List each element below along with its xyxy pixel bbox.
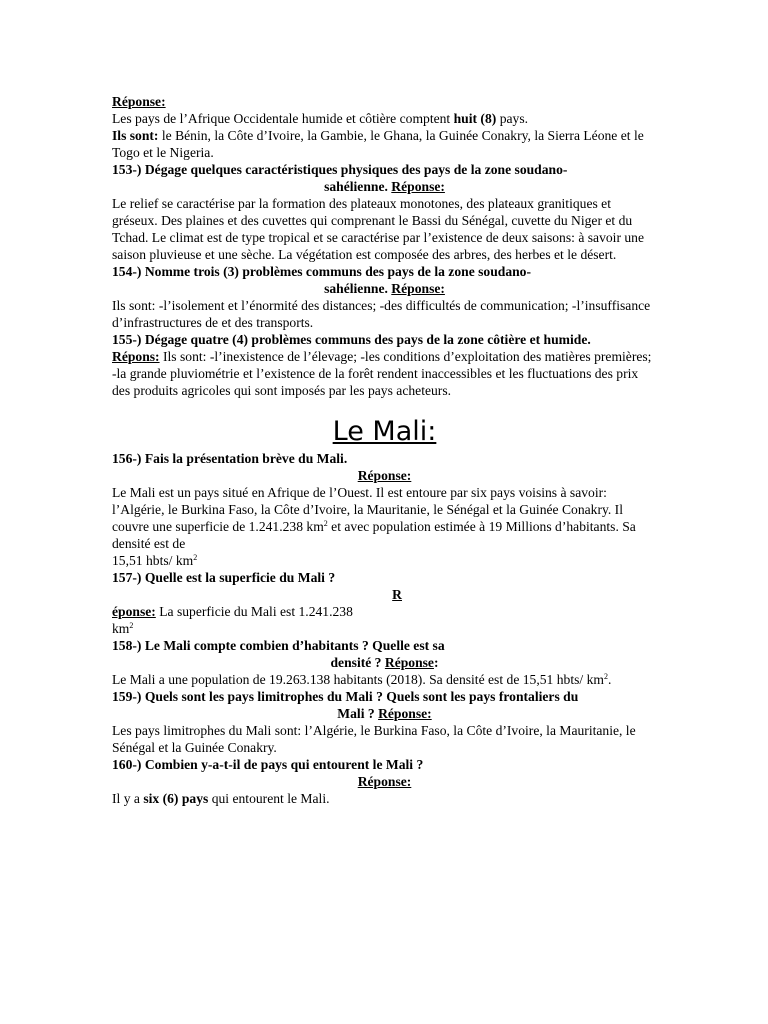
answer-label: Réponse: <box>357 468 412 483</box>
answer-156: Le Mali est un pays situé en Afrique de l’Ouest. Il est entoure par six pays voisins à savoir: l’Algérie, le Burkina Faso, la Côte d’Ivoire, la Mauritanie, le Sénégal et la Guinée Conakry. Il couvre une superficie de 1.241.238 $km^2$ et avec population estimée à 19 Millions d’habitants. Sa densité est de <box>112 485 636 551</box>
question-154: 154-) Nomme trois (3) problèmes communs des pays de la zone soudano- sahélienne. Réponse: <box>112 264 532 296</box>
answer-label: Réponse: <box>357 774 412 789</box>
question-156: 156-) Fais la présentation brève du Mali. <box>112 451 348 466</box>
question-157: 157-) Quelle est la superficie du Mali ? <box>112 570 336 585</box>
answer-155: Répons: Ils sont: -l’inexistence de l’élevage; -les conditions d’exploitation des matières premières; -la grande pluviométrie et l’existence de la forêt rendent inaccessibles et les fluctuations des prix des produits agricoles qui sont imposés par les pays acheteurs. <box>112 349 652 398</box>
answer-153: Le relief se caractérise par la formation des plateaux monotones, des plateaux granitiques et gréseux. Des plaines et des cuvettes qui comprenant le Bassi du Sénégal, cuvette du Niger et du Tchad. Le climat est de type tropical et se caractérise par l’existence de deux saisons: à savoir une saison pluvieuse et une sèche. La végétation est composée des arbres, des herbes et le désert. <box>112 196 645 262</box>
answer-156-density: 15,51 hbts/ $km^2$ <box>112 553 198 568</box>
answer-157: R éponse: La superficie du Mali est 1.241.238 $km^2$ <box>112 587 402 636</box>
document-body <box>112 93 657 807</box>
answer-label: Réponse: <box>112 94 166 109</box>
answer-159: Les pays limitrophes du Mali sont: l’Algérie, le Burkina Faso, la Côte d’Ivoire, la Mauritanie, le Sénégal et la Guinée Conakry. <box>112 723 636 755</box>
section-title: Le Mali: <box>332 416 437 447</box>
question-153: 153-) Dégage quelques caractéristiques physiques des pays de la zone soudano- sahélienne. Réponse: <box>112 162 568 194</box>
question-159: 159-) Quels sont les pays limitrophes du Mali ? Quels sont les pays frontaliers du Mali ? Réponse: <box>112 689 579 721</box>
answer-paragraph: Ils sont: le Bénin, la Côte d’Ivoire, la Gambie, le Ghana, la Guinée Conakry, la Sierra Léone et le Togo et le Nigeria. <box>112 128 644 160</box>
question-158: 158-) Le Mali compte combien d’habitants ? Quelle est sa densité ? Réponse: <box>112 638 445 670</box>
answer-154: Ils sont: -l’isolement et l’énormité des distances; -des difficultés de communication; -l’insuffisance d’infrastructures de et des transports. <box>112 298 651 330</box>
answer-160: Il y a six (6) pays qui entourent le Mali. <box>112 791 330 806</box>
question-160: 160-) Combien y-a-t-il de pays qui entourent le Mali ? <box>112 757 424 772</box>
question-155: 155-) Dégage quatre (4) problèmes communs des pays de la zone côtière et humide. <box>112 332 591 347</box>
answer-158: Le Mali a une population de 19.263.138 habitants (2018). Sa densité est de 15,51 hbts/ $km^2$. <box>112 672 612 687</box>
answer-paragraph: Les pays de l’Afrique Occidentale humide et côtière comptent huit (8) pays. <box>112 111 529 126</box>
